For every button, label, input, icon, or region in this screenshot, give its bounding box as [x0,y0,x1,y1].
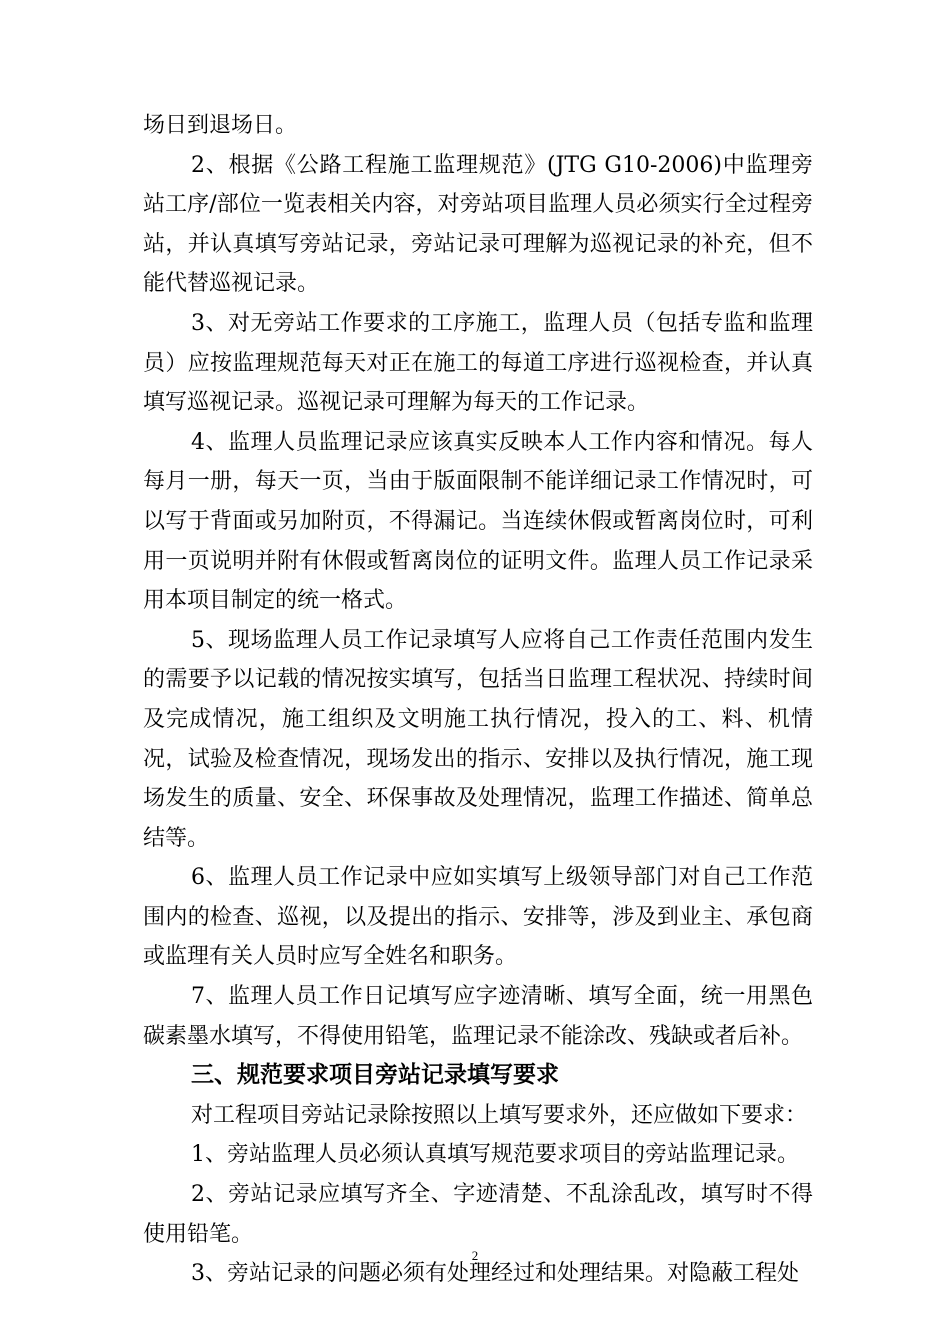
paragraph-item-7: 7、监理人员工作日记填写应字迹清晰、填写全面，统一用黑色碳素墨水填写，不得使用铅笔，监理记录不能涂改、残缺或者后补。 [143,984,813,1049]
page-number: 2 [471,1248,479,1263]
paragraph-item-5: 5、现场监理人员工作记录填写人应将自己工作责任范围内发生的需要予以记载的情况按实填写，包括当日监理工程状况、持续时间及完成情况，施工组织及文明施工执行情况，投入的工、料、机情况，试验及检查情况，现场发出的指示、安排以及执行情况，施工现场发生的质量、安全、环保事故及处理情况，监理工作描述、简单总结等。 [143,627,813,851]
section-item-1: 1、旁站监理人员必须认真填写规范要求项目的旁站监理记录。 [191,1142,799,1168]
paragraph-item-6: 6、监理人员工作记录中应如实填写上级领导部门对自己工作范围内的检查、巡视，以及提出的指示、安排等，涉及到业主、承包商或监理有关人员时应写全姓名和职务。 [143,865,813,970]
paragraph-continuation: 场日到退场日。 [143,113,298,138]
document-body [143,106,813,1294]
paragraph-item-2: 2、根据《公路工程施工监理规范》(JTG G10-2006)中监理旁站工序/部位一览表相关内容，对旁站项目监理人员必须实行全过程旁站，并认真填写旁站记录，旁站记录可理解为巡视记录的补充，但不能代替巡视记录。 [143,152,813,297]
section-item-2: 2、旁站记录应填写齐全、字迹清楚、不乱涂乱改，填写时不得使用铅笔。 [143,1182,813,1247]
section-heading: 三、规范要求项目旁站记录填写要求 [191,1062,559,1089]
section-item-3: 3、旁站记录的问题必须有处理经过和处理结果。对隐蔽工程处 [191,1261,799,1287]
section-intro-paragraph: 对工程项目旁站记录除按照以上填写要求外，还应做如下要求： [191,1102,808,1128]
paragraph-item-4: 4、监理人员监理记录应该真实反映本人工作内容和情况。每人每月一册，每天一页，当由于版面限制不能详细记录工作情况时，可以写于背面或另加附页，不得漏记。当连续休假或暂离岗位时，可利用一页说明并附有休假或暂离岗位的证明文件。监理人员工作记录采用本项目制定的统一格式。 [143,429,813,614]
paragraph-item-3: 3、对无旁站工作要求的工序施工，监理人员（包括专监和监理员）应按监理规范每天对正在施工的每道工序进行巡视检查，并认真填写巡视记录。巡视记录可理解为每天的工作记录。 [143,310,813,416]
